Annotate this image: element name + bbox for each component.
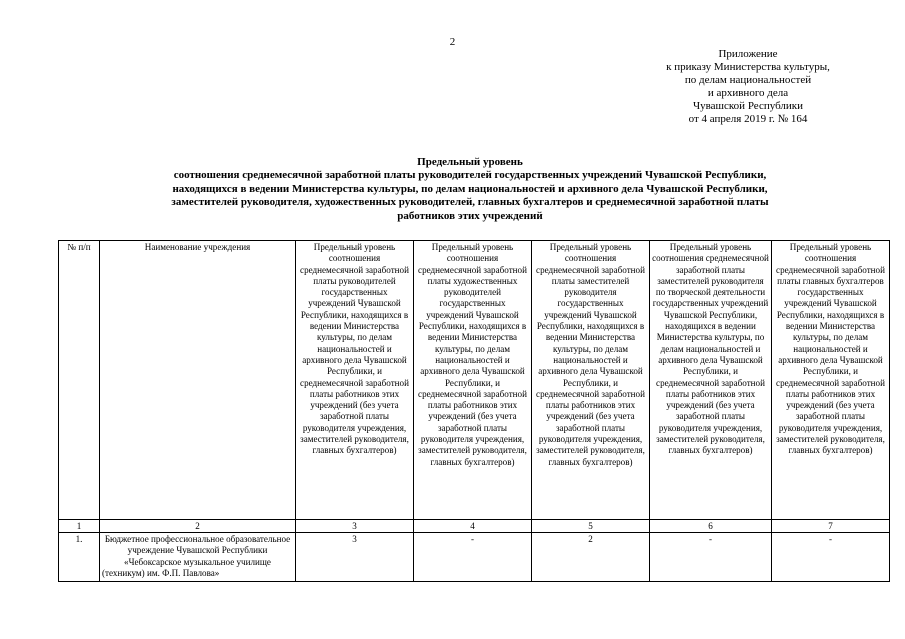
column-number: 7 [772, 520, 890, 533]
value-cell: - [772, 533, 890, 582]
document-title [50, 156, 890, 223]
column-number: 5 [532, 520, 650, 533]
column-number: 4 [414, 520, 532, 533]
header-cell-deputies-ratio: Предельный уровень соотношения среднемесячной заработной платы заместителей руководителя государственных учреждений Чувашской Республики, находящихся в ведении Министерства культуры, по делам национальностей и архивного дела Чувашской Республики, и среднемесячной заработной платы работников этих учреждений (без учета заработной платы руководителя учреждения, заместителей руководителя, главных бухгалтеров) [532, 241, 650, 520]
title-line: Предельный уровень [417, 156, 523, 168]
value-cell: 3 [296, 533, 414, 582]
header-cell-number: № п/п [59, 241, 100, 520]
value-cell: - [414, 533, 532, 582]
column-number: 2 [100, 520, 296, 533]
appendix-line: и архивного дела [707, 87, 789, 99]
title-line: находящихся в ведении Министерства культуры, по делам национальностей и архивного дела Чувашской Республики, [172, 182, 768, 195]
column-number-row [59, 520, 890, 533]
table-header-row [59, 241, 890, 520]
column-number: 3 [296, 520, 414, 533]
value-cell: 2 [532, 533, 650, 582]
title-line: заместителей руководителя, художественных руководителей, главных бухгалтеров и среднемесячной заработной платы [171, 196, 769, 209]
header-cell-chief-accountants-ratio: Предельный уровень соотношения среднемесячной заработной платы главных бухгалтеров государственных учреждений Чувашской Республики, находящихся в ведении Министерства культуры, по делам национальностей и архивного дела Чувашской Республики, и среднемесячной заработной платы работников этих учреждений (без учета заработной платы руководителя учреждения, заместителей руководителя, главных бухгалтеров) [772, 241, 890, 520]
column-number: 6 [650, 520, 772, 533]
row-number: 1. [59, 533, 100, 582]
title-line: работников этих учреждений [397, 209, 543, 222]
appendix-line: Приложение [718, 48, 778, 60]
column-number: 1 [59, 520, 100, 533]
title-line: соотношения среднемесячной заработной платы руководителей государственных учреждений Чувашской Республики, [173, 169, 767, 182]
page-number: 2 [449, 36, 456, 48]
appendix-line: к приказу Министерства культуры, [666, 61, 830, 73]
appendix-line: Чувашской Республики [692, 100, 804, 112]
table-row [59, 533, 890, 582]
appendix-line: по делам национальностей [684, 74, 812, 86]
header-cell-directors-ratio: Предельный уровень соотношения среднемесячной заработной платы руководителей государственных учреждений Чувашской Республики, находящихся в ведении Министерства культуры, по делам национальностей и архивного дела Чувашской Республики, и среднемесячной заработной платы работников этих учреждений (без учета заработной платы руководителя учреждения, заместителей руководителя, главных бухгалтеров) [296, 241, 414, 520]
header-cell-art-directors-ratio: Предельный уровень соотношения среднемесячной заработной платы художественных руководителей государственных учреждений Чувашской Республики, находящихся в ведении Министерства культуры, по делам национальностей и архивного дела Чувашской Республики, и среднемесячной заработной платы работников этих учреждений (без учета заработной платы руководителя учреждения, заместителей руководителя, главных бухгалтеров) [414, 241, 532, 520]
ratio-table [58, 240, 890, 582]
institution-name: Бюджетное профессиональное образовательное учреждение Чувашской Республики «Чебоксарское музыкальное училище (техникум) им. Ф.П. Павлова» [100, 533, 296, 582]
header-cell-creative-deputies-ratio: Предельный уровень соотношения среднемесячной заработной платы заместителей руководителя по творческой деятельности государственных учреждений Чувашской Республики, находящихся в ведении Министерства культуры, по делам национальностей и архивного дела Чувашской Республики, и среднемесячной заработной платы работников этих учреждений (без учета заработной платы руководителя учреждения, заместителей руководителя, главных бухгалтеров) [650, 241, 772, 520]
header-cell-institution: Наименование учреждения [100, 241, 296, 520]
appendix-line: от 4 апреля 2019 г. № 164 [688, 113, 808, 125]
value-cell: - [650, 533, 772, 582]
appendix-block [648, 48, 848, 126]
